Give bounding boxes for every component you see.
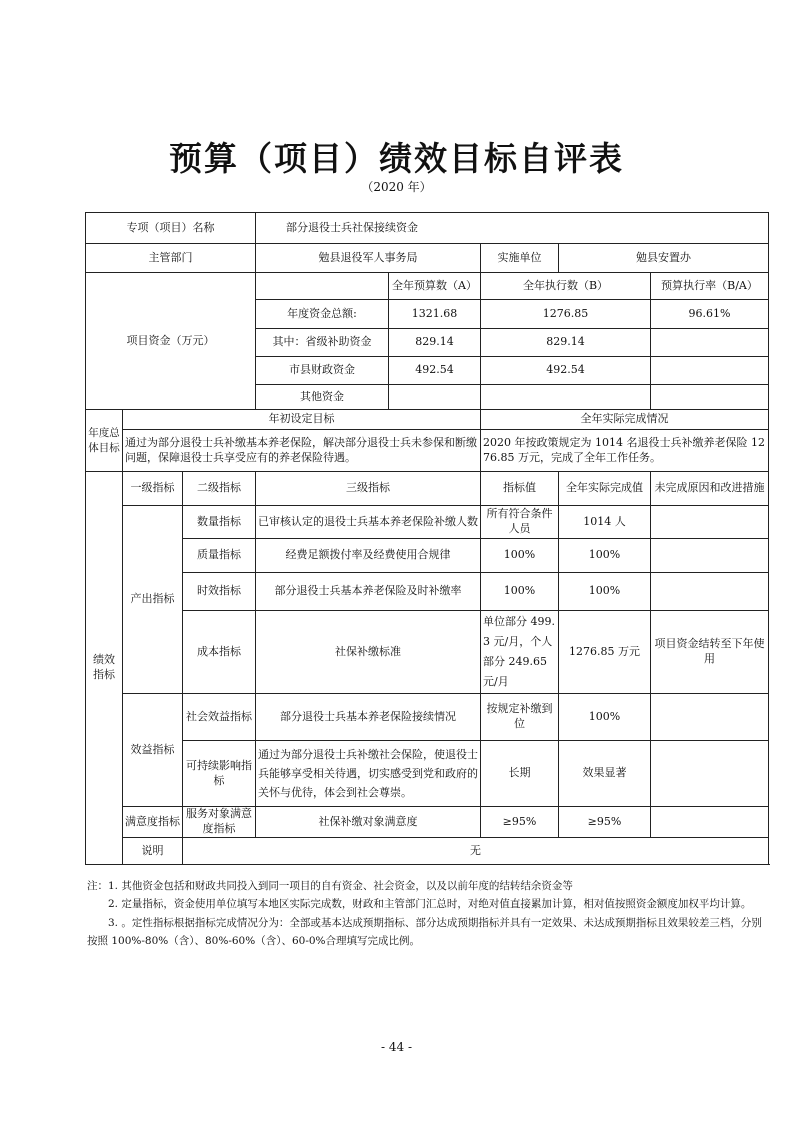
overall-target-header: 年初设定目标 [123,410,481,430]
dept-label: 主管部门 [86,244,256,273]
funds-row-executed: 829.14 [481,329,651,357]
indicator-l2: 数量指标 [183,506,256,539]
funds-header-executed: 全年执行数（B） [481,273,651,300]
output-indicator-label: 产出指标 [123,506,183,694]
funds-row-rate [651,329,769,357]
funds-row-budget: 492.54 [389,357,481,385]
indicator-l3: 通过为部分退役士兵补缴社会保险，使退役士兵能够享受相关待遇，切实感受到党和政府的关怀与优待，体会到社会尊崇。 [256,741,481,807]
indicator-note: 项目资金结转至下年使用 [651,611,769,694]
indicator-note [651,694,769,741]
indicator-note [651,539,769,573]
perf-header-l1: 一级指标 [123,472,183,506]
funds-row-label: 其中：省级补助资金 [256,329,389,357]
funds-header-budget: 全年预算数（A） [389,273,481,300]
indicator-value: 所有符合条件人员 [481,506,559,539]
indicator-l2: 时效指标 [183,573,256,611]
indicator-l2: 成本指标 [183,611,256,694]
remark-row [86,838,769,865]
indicator-actual: 100% [559,539,651,573]
project-name-label: 专项（项目）名称 [86,213,256,244]
indicator-row [86,539,769,573]
indicator-note [651,506,769,539]
perf-header-value: 指标值 [481,472,559,506]
funds-row-budget [389,385,481,410]
funds-row-label: 市县财政资金 [256,357,389,385]
indicator-row [86,506,769,539]
indicator-l3: 经费足额拨付率及经费使用合规律 [256,539,481,573]
impl-unit-label: 实施单位 [481,244,559,273]
overall-header-row [86,410,769,430]
funds-row-budget: 829.14 [389,329,481,357]
impl-unit-value: 勉县安置办 [559,244,769,273]
funds-header-blank [256,273,389,300]
benefit-indicator-label: 效益指标 [123,694,183,807]
indicator-actual: 100% [559,573,651,611]
indicator-actual: 效果显著 [559,741,651,807]
indicator-value: 100% [481,539,559,573]
remark-label: 说明 [123,838,183,865]
perf-header-l3: 三级指标 [256,472,481,506]
indicator-l2: 社会效益指标 [183,694,256,741]
self-evaluation-table [85,212,769,865]
dept-value: 勉县退役军人事务局 [256,244,481,273]
page-number: - 44 - [380,1040,412,1054]
perf-indicator-label: 绩效指标 [86,472,123,865]
indicator-row [86,694,769,741]
funds-header-rate: 预算执行率（B/A） [651,273,769,300]
funds-header-row [86,273,769,300]
funds-row-rate [651,357,769,385]
page-title: 预算（项目）绩效目标自评表 [169,139,624,178]
overall-target-text: 通过为部分退役士兵补缴基本养老保险，解决部分退役士兵未参保和断缴问题，保障退役士兵享受应有的养老保险待遇。 [123,430,481,472]
funds-row-label: 其他资金 [256,385,389,410]
funds-row-rate: 96.61% [651,300,769,329]
indicator-actual: 1276.85 万元 [559,611,651,694]
indicator-l2: 可持续影响指标 [183,741,256,807]
indicator-l3: 部分退役士兵基本养老保险接续情况 [256,694,481,741]
indicator-row [86,573,769,611]
indicator-value: 长期 [481,741,559,807]
indicator-l3: 部分退役士兵基本养老保险及时补缴率 [256,573,481,611]
year-subtitle: （2020 年） [361,180,432,194]
funds-row-label: 年度资金总额: [256,300,389,329]
satisfaction-indicator-label: 满意度指标 [123,807,183,838]
overall-actual-text: 2020 年按政策规定为 1014 名退役士兵补缴养老保险 1276.85 万元，完成了全年工作任务。 [481,430,769,472]
perf-header-row [86,472,769,506]
indicator-row [86,611,769,694]
indicator-actual: ≥95% [559,807,651,838]
funds-row-executed: 492.54 [481,357,651,385]
footnote: 2. 定量指标，资金使用单位填写本地区实际完成数，财政和主管部门汇总时，对绝对值直接累加计算，相对值按照资金额度加权平均计算。 [108,898,752,911]
indicator-value: ≥95% [481,807,559,838]
overall-goal-label: 年度总体目标 [86,410,123,472]
perf-header-l2: 二级指标 [183,472,256,506]
overall-actual-header: 全年实际完成情况 [481,410,769,430]
funds-label: 项目资金（万元） [86,273,256,410]
indicator-actual: 1014 人 [559,506,651,539]
indicator-note [651,573,769,611]
project-name-value: 部分退役士兵社保接续资金 [256,213,769,244]
perf-header-note: 未完成原因和改进措施 [651,472,769,506]
perf-header-actual: 全年实际完成值 [559,472,651,506]
footnotes [87,877,762,951]
indicator-row [86,807,769,838]
overall-content-row [86,430,769,472]
funds-row-executed: 1276.85 [481,300,651,329]
indicator-actual: 100% [559,694,651,741]
footnote: 3. 。定性指标根据指标完成情况分为：全部或基本达成预期指标、部分达成预期指标并具有一定效果、未达成预期指标且效果较差三档，分别按照 100%-80%（含）、80%-60%（含）、60-0%合理填写完成比例。 [87,916,762,948]
indicator-l3: 社保补缴对象满意度 [256,807,481,838]
indicator-row [86,741,769,807]
project-name-row [86,213,769,244]
indicator-note [651,807,769,838]
indicator-value: 单位部分 499.3 元/月，个人部分 249.65 元/月 [481,611,559,694]
remark-value: 无 [183,838,769,865]
indicator-l2: 服务对象满意度指标 [183,807,256,838]
indicator-l2: 质量指标 [183,539,256,573]
funds-row-rate [651,385,769,410]
indicator-l3: 社保补缴标准 [256,611,481,694]
indicator-l3: 已审核认定的退役士兵基本养老保险补缴人数 [256,506,481,539]
funds-row-budget: 1321.68 [389,300,481,329]
indicator-note [651,741,769,807]
indicator-value: 按规定补缴到位 [481,694,559,741]
indicator-value: 100% [481,573,559,611]
footnote: 注：1. 其他资金包括和财政共同投入到同一项目的自有资金、社会资金，以及以前年度的结转结余资金等 [87,880,573,892]
funds-row-executed [481,385,651,410]
dept-row [86,244,769,273]
